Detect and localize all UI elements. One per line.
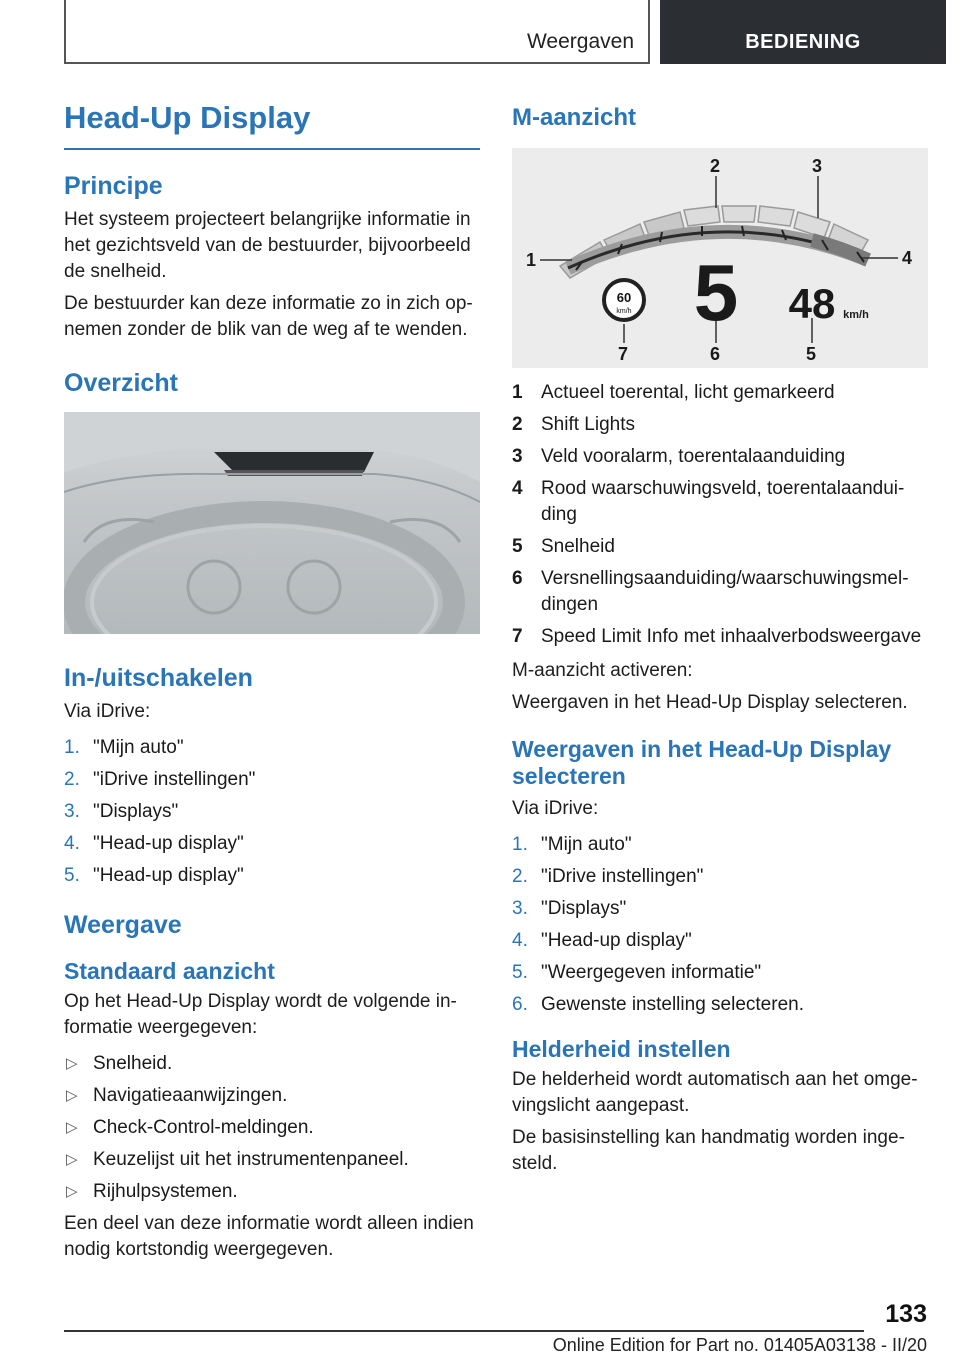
right-column [512, 100, 928, 1177]
list-item: 4. "Head-up display" [64, 833, 244, 854]
callout-6: 6 [710, 344, 721, 364]
page-title: Head-Up Display [64, 100, 480, 150]
list-item: 1 Actueel toerental, licht gemarkeerd [512, 382, 835, 403]
helderheid-paragraph-1: De helderheid wordt automatisch aan het omge-vingslicht aangepast. [512, 1069, 918, 1116]
list-item: 5. "Weergegeven informatie" [512, 962, 762, 983]
callout-5: 5 [806, 344, 817, 364]
list-item: 7 Speed Limit Info met inhaalverbodsweergave [512, 626, 922, 647]
m-view-activate-text: Weergaven in het Head-Up Display selecteren. [512, 692, 908, 713]
list-item: 6. Gewenste instelling selecteren. [512, 994, 804, 1015]
heading-standaard-aanzicht: Standaard aanzicht [64, 958, 275, 984]
heading-weergaven-selecteren: Weergaven in het Head-Up Display selecteren [512, 736, 892, 789]
list-item: 4 Rood waarschuwingsveld, toerentalaandui-ding [512, 478, 905, 525]
triangle-bullet-icon: ▷ [66, 1119, 78, 1136]
weergave-bullets [64, 1051, 480, 1205]
speed-unit: km/h [843, 309, 869, 321]
speed-value: 48 [788, 280, 836, 327]
list-item: 3 Veld vooralarm, toerentalaanduiding [512, 446, 846, 467]
select-steps [512, 832, 928, 1018]
principe-paragraph-1: Het systeem projecteert belangrijke informatie in het gezichtsveld van de bestuurder, bijvoorbeeld de snelheid. [64, 209, 471, 282]
triangle-bullet-icon: ▷ [66, 1183, 78, 1200]
list-item: 3. "Displays" [512, 898, 627, 919]
weergave-outro: Een deel van deze informatie wordt alleen indien nodig kortstondig weergegeven. [64, 1213, 474, 1260]
m-view-diagram [512, 148, 928, 368]
header-frame [64, 0, 650, 64]
footer-divider [64, 1330, 864, 1332]
list-item: 5. "Head-up display" [64, 865, 244, 886]
list-item: ▷ Keuzelijst uit het instrumentenpaneel. [64, 1147, 480, 1173]
triangle-bullet-icon: ▷ [66, 1151, 78, 1168]
list-item: ▷ Navigatieaanwijzingen. [64, 1083, 480, 1109]
triangle-bullet-icon: ▷ [66, 1087, 78, 1104]
m-view-activate-label: M-aanzicht activeren: [512, 660, 693, 681]
dashboard-illustration [64, 412, 480, 634]
page-number: 133 [885, 1300, 927, 1328]
speed-limit-value: 60 [616, 290, 632, 305]
callout-2: 2 [710, 156, 721, 176]
inuit-steps [64, 735, 480, 889]
principe-paragraph-2: De bestuurder kan deze informatie zo in zich op-nemen zonder de blik van de weg af te wenden. [64, 293, 473, 340]
list-item: 2. "iDrive instellingen" [64, 769, 256, 790]
callout-3: 3 [812, 156, 823, 176]
list-item: 2. "iDrive instellingen" [512, 866, 704, 887]
heading-principe: Principe [64, 172, 163, 200]
heading-m-aanzicht: M-aanzicht [512, 104, 637, 131]
m-view-legend [512, 380, 928, 650]
list-item: 5 Snelheid [512, 536, 615, 557]
speed-limit-unit: km/h [616, 308, 632, 315]
footer-edition: Online Edition for Part no. 01405A03138 - II/20 [552, 1335, 927, 1355]
heading-in-uitschakelen: In-/uitschakelen [64, 664, 253, 692]
heading-overzicht: Overzicht [64, 369, 178, 397]
callout-4: 4 [902, 248, 913, 268]
list-item: ▷ Check-Control-meldingen. [64, 1115, 480, 1141]
callout-1: 1 [526, 250, 537, 270]
heading-helderheid-instellen: Helderheid instellen [512, 1036, 731, 1062]
gear-indicator: 5 [693, 248, 739, 337]
header-section-title: Weergaven [526, 30, 634, 53]
list-item: 4. "Head-up display" [512, 930, 692, 951]
heading-weergave: Weergave [64, 911, 182, 939]
inuit-intro: Via iDrive: [64, 701, 151, 722]
left-column [64, 100, 480, 1263]
list-item: 1. "Mijn auto" [512, 834, 632, 855]
m-view-illustration [512, 148, 928, 368]
list-item: 3. "Displays" [64, 801, 179, 822]
select-intro: Via iDrive: [512, 798, 599, 819]
dashboard-photo [64, 412, 480, 634]
list-item: ▷ Snelheid. [64, 1051, 480, 1077]
triangle-bullet-icon: ▷ [66, 1055, 78, 1072]
list-item: 2 Shift Lights [512, 414, 635, 435]
helderheid-paragraph-2: De basisinstelling kan handmatig worden inge-steld. [512, 1127, 905, 1174]
list-item: 1. "Mijn auto" [64, 737, 184, 758]
header-chapter-tab: BEDIENING [660, 0, 946, 64]
weergave-intro: Op het Head-Up Display wordt de volgende in-formatie weergegeven: [64, 991, 457, 1038]
callout-7: 7 [618, 344, 629, 364]
list-item: ▷ Rijhulpsystemen. [64, 1179, 480, 1205]
list-item: 6 Versnellingsaanduiding/waarschuwingsmel-dingen [512, 568, 909, 615]
